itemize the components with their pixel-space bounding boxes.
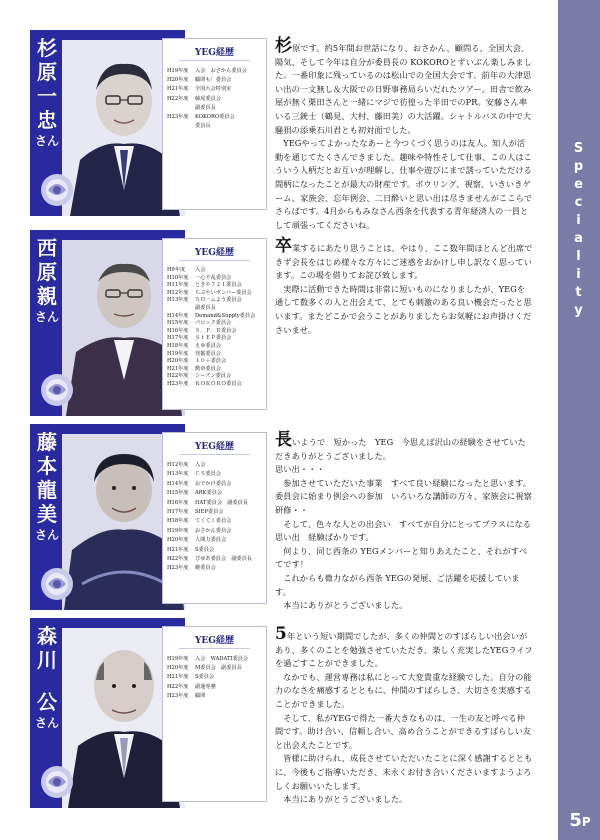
history-item: H22年度 ぴゆあ委員会 副委員長 (167, 556, 253, 563)
history-item: H20年度 人間力委員会 (167, 537, 227, 544)
history-title: YEG経歴 (179, 245, 250, 261)
side-band-label: S p e c i a l i t y (573, 141, 585, 318)
side-band (558, 0, 600, 840)
yeg-history (162, 626, 267, 802)
member-name: 西 原 親 さん (34, 236, 59, 324)
history-item: H9年度 入会 (167, 267, 206, 273)
member-name: 杉 原 一 忠 さん (34, 36, 59, 148)
history-item: 委員長 (195, 123, 211, 130)
yeg-history (162, 38, 267, 210)
yeg-history (162, 432, 267, 604)
history-item: H12年度 ちぷやいボンバー委員会 (167, 289, 252, 296)
history-item: H20年度 M委員会 副委員長 (167, 665, 242, 672)
history-item: H11年度 ときや７２１委員会 (167, 282, 242, 289)
history-item: H22年度 副運専務 (167, 683, 216, 690)
history-item: H18年度 てくてく委員会 (167, 518, 232, 525)
member-message: 卒業するにあたり思うことは、やはり、ここ数年間ほとんど出席できず会長をはじめ様々な方々にご迷惑をおかけし申し訳なく思っています。この場を借りてお詫び致します。 実際に活動できた時間は非常に短いものになりましたが、YEGを通して数多くの人と出会えて、とても刺激のある良い機会だったと思います。またどこかで会うことがありましたらお気軽にお声掛けくださいませ。 (275, 236, 533, 335)
member-name: 藤 本 龍 美 さん (34, 430, 59, 542)
history-item: H17年度 SIEP委員会 (167, 509, 224, 516)
history-item: H12年度 入会 (167, 462, 206, 468)
history-item: H16年度 Ｓ．Ｐ．Ｒ委員会 (167, 327, 237, 334)
history-item: H13年度 ＣＳ委員会 (167, 471, 221, 478)
member-name: 森 川 公 さん (34, 624, 59, 730)
history-item: H22年度 シーズン委員会 (167, 373, 232, 380)
rose-decoration-icon (32, 166, 82, 212)
history-item: H23年度 顧問 (167, 692, 206, 699)
history-title: YEG経歴 (179, 439, 250, 455)
history-item: H18年度 えゆ委員会 (167, 342, 221, 349)
member-message: 長いようで 短かった YEG 今思えば沢山の経験をさせていただきありがとうございました。 思い出・・・ 参加させていただいた事業 すべて良い経験になったと思います。委員会に始まり例会への参加 いろいろな講師の方々、家族会に視察研修・・ そして、色々な人との出会い すべてが自分にとってプラスになる 思い出 経験ばかりです。 何より、同じ西条の YEGメンバーと知りあえたこと、それがすべてです！ これからも微力ながら西条 YEGの発展、ご活躍を応援しています。 本当にありがとうございました。 (275, 430, 540, 611)
history-item: H13年度 ＳＯ一ムよう委員会 (167, 297, 242, 304)
profile-section (30, 30, 533, 230)
history-item: 副委員長 (195, 104, 216, 111)
history-item: H14年度 Demand&Supply委員会 (167, 312, 256, 319)
profile-section (30, 424, 540, 611)
history-item: H19年度 おさかん委員会 (167, 527, 232, 534)
page-number: 5P (569, 810, 591, 831)
rose-decoration-icon (32, 560, 82, 606)
history-item: H23年度 KOKORO委員会 (167, 114, 235, 121)
history-title: YEG経歴 (179, 45, 250, 61)
history-item: H21年度 勲章委員会 (167, 365, 221, 372)
history-item: H15年度 パロック委員会 (167, 320, 232, 327)
history-item: 副委員長 (195, 304, 216, 311)
rose-decoration-icon (32, 758, 82, 804)
member-message: 杉原です。約5年間お世話になり、おさかん、顧問る、全国大会、陽気、そして今年は自分が委員長の KOKOROとずいぶん楽しみました。一番印象に残っているのは松山での全国大会です。前年の大津思い出の一文無し＆大阪での日野事務局らいだれたツアー。田舎で飲み屋が無く栗田さんと一緒にマジで彷徨った半田でのPR。安藤さん率いる三銃士（鶴見、大村、藤田美）の大活躍。シャトルバスの中で大騒狽の添乗石川君とも初対面でした。 YEGやってよかったなあーと今つくづく思うのは友人。知人が活動を通じてたくさんできました。趣味や特性そして仕事、この人はこういう人柄だとお互いが理解し、仕事や遊びにまで誘っていただける間柄になったことが最大の財産です。ボウリング、視察、いきいきゲーム、家族会、忘年例会、二日酔いと思い出は尽きませんがここらでさらばです。4月からもみなさん西条を代表する青年経済人の一員として頑張ってくださいね。 (275, 36, 533, 230)
member-message: 5年という短い期間でしたが、多くの仲間とのすばらしい出会いがあり、多くのことを勉強させていただき、楽しく充実したYEGライフを過ごすことができました。 なかでも、運営専務は私にとって大変貴重な経験でした。自分の能力のなさを痛感するとともに、仲間のすばらしさ、大切さを実感することができました。 そして、私がYEGで得た一番大きなものは、一生の友と呼べる仲間です。助け合い、信頼し合い、高め合うことができるすばらしい友と出会えたことです。 皆様に助けられ、成長させていただいたことに深く感謝するとともに、今後もご指導いただき、末永くお付き合いくださいますようよろしくお願いいたします。 本当にありがとうございました。 (275, 624, 533, 805)
history-item: H10年度 一心不乱委員会 (167, 274, 232, 281)
history-item: H19年度 発掘委員会 (167, 350, 221, 357)
history-item: H15年度 ARK委員会 (167, 490, 223, 497)
history-item: H19年度 入会 WADATI委員会 (167, 656, 249, 662)
history-item: H19年度 入会 おさかん委員会 (167, 68, 247, 74)
history-item: H23年度 ＫＯＫＯＲＯ委員会 (167, 380, 242, 387)
history-item: H21年度 S委員会 (167, 546, 215, 553)
history-item: H20年度 顧問も！委員会 (167, 77, 232, 84)
history-item: H20年度 １０＋委員会 (167, 358, 227, 365)
rose-decoration-icon (32, 366, 82, 412)
history-item: H14年度 おでかけ委員会 (167, 480, 232, 487)
history-item: H21年度 全国大会特別室 (167, 86, 232, 93)
yeg-history (162, 238, 267, 410)
history-title: YEG経歴 (179, 633, 250, 649)
profile-section (30, 230, 533, 416)
history-item: H16年度 HAT委員会 副委員長 (167, 499, 248, 506)
profile-section (30, 618, 533, 808)
history-item: H23年度 暁委員会 (167, 565, 216, 572)
history-item: H21年度 S委員会 (167, 674, 215, 681)
history-item: H22年度 藤尾委員会 (167, 95, 221, 102)
history-item: H17年度 ＳｔＥＰ委員会 (167, 335, 232, 342)
